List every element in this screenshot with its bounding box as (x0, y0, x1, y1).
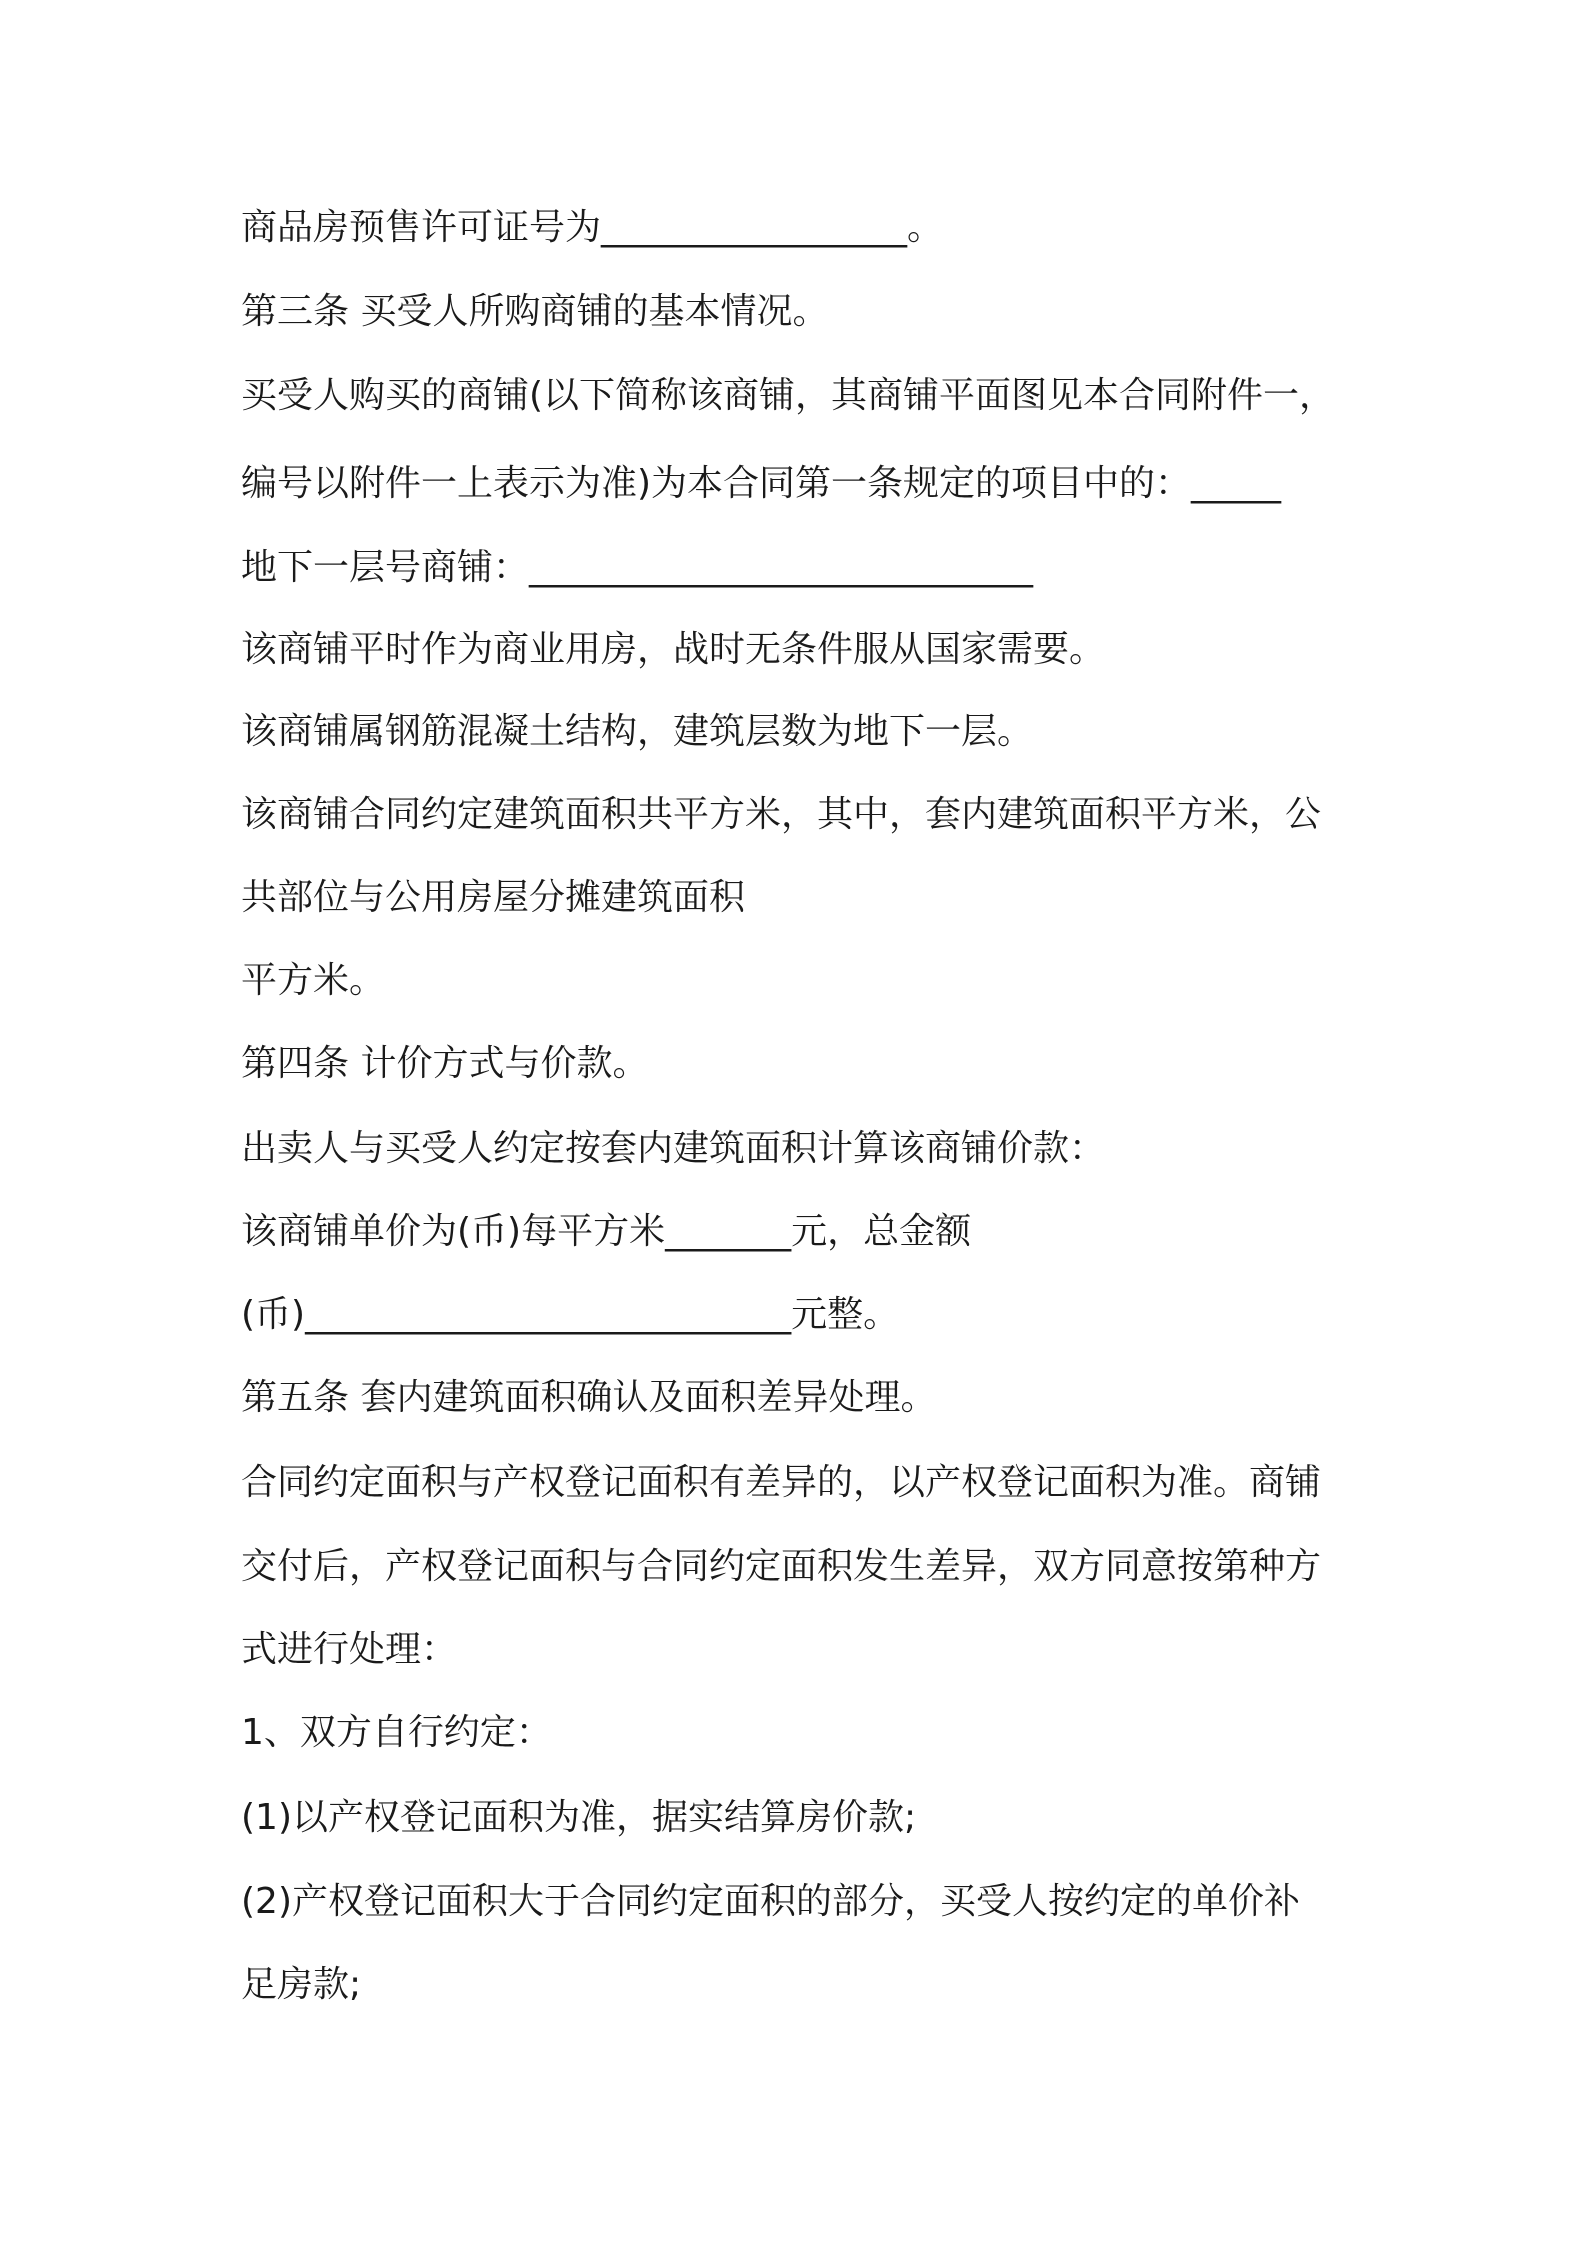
text-line: 交付后，产权登记面积与合同约定面积发生差异，双方同意按第种方 (241, 1546, 1322, 1587)
text-line: 式进行处理： (241, 1629, 458, 1670)
text-line: 足房款; (241, 1964, 362, 2005)
article-heading: 第四条 计价方式与价款。 (241, 1043, 649, 1084)
text-line: 共部位与公用房屋分摊建筑面积 (241, 877, 746, 918)
text-line: 出卖人与买受人约定按套内建筑面积计算该商铺价款： (241, 1128, 1106, 1169)
article-heading: 第五条 套内建筑面积确认及面积差异处理。 (241, 1377, 937, 1418)
text-line: 买受人购买的商铺(以下简称该商铺，其商铺平面图见本合同附件一， (241, 375, 1336, 416)
list-item: 1、双方自行约定： (241, 1712, 552, 1753)
text-line: 该商铺属钢筋混凝土结构，建筑层数为地下一层。 (241, 711, 1034, 752)
text-line: (币)___________________________元整。 (241, 1294, 900, 1335)
list-item: (1)以产权登记面积为准，据实结算房价款; (241, 1797, 917, 1838)
text-line: 合同约定面积与产权登记面积有差异的，以产权登记面积为准。商铺 (241, 1462, 1322, 1503)
text-line: 商品房预售许可证号为_________________。 (241, 207, 944, 248)
list-item: (2)产权登记面积大于合同约定面积的部分，买受人按约定的单价补 (241, 1881, 1300, 1922)
article-heading: 第三条 买受人所购商铺的基本情况。 (241, 291, 829, 332)
text-line: 平方米。 (241, 960, 386, 1001)
text-line: 该商铺合同约定建筑面积共平方米，其中，套内建筑面积平方米，公 (241, 794, 1322, 835)
text-line: 地下一层号商铺：____________________________ (241, 547, 1034, 588)
text-line: 编号以附件一上表示为准)为本合同第一条规定的项目中的：_____ (241, 463, 1282, 504)
text-line: 该商铺单价为(币)每平方米_______元，总金额 (241, 1211, 972, 1252)
text-line: 该商铺平时作为商业用房，战时无条件服从国家需要。 (241, 629, 1106, 670)
